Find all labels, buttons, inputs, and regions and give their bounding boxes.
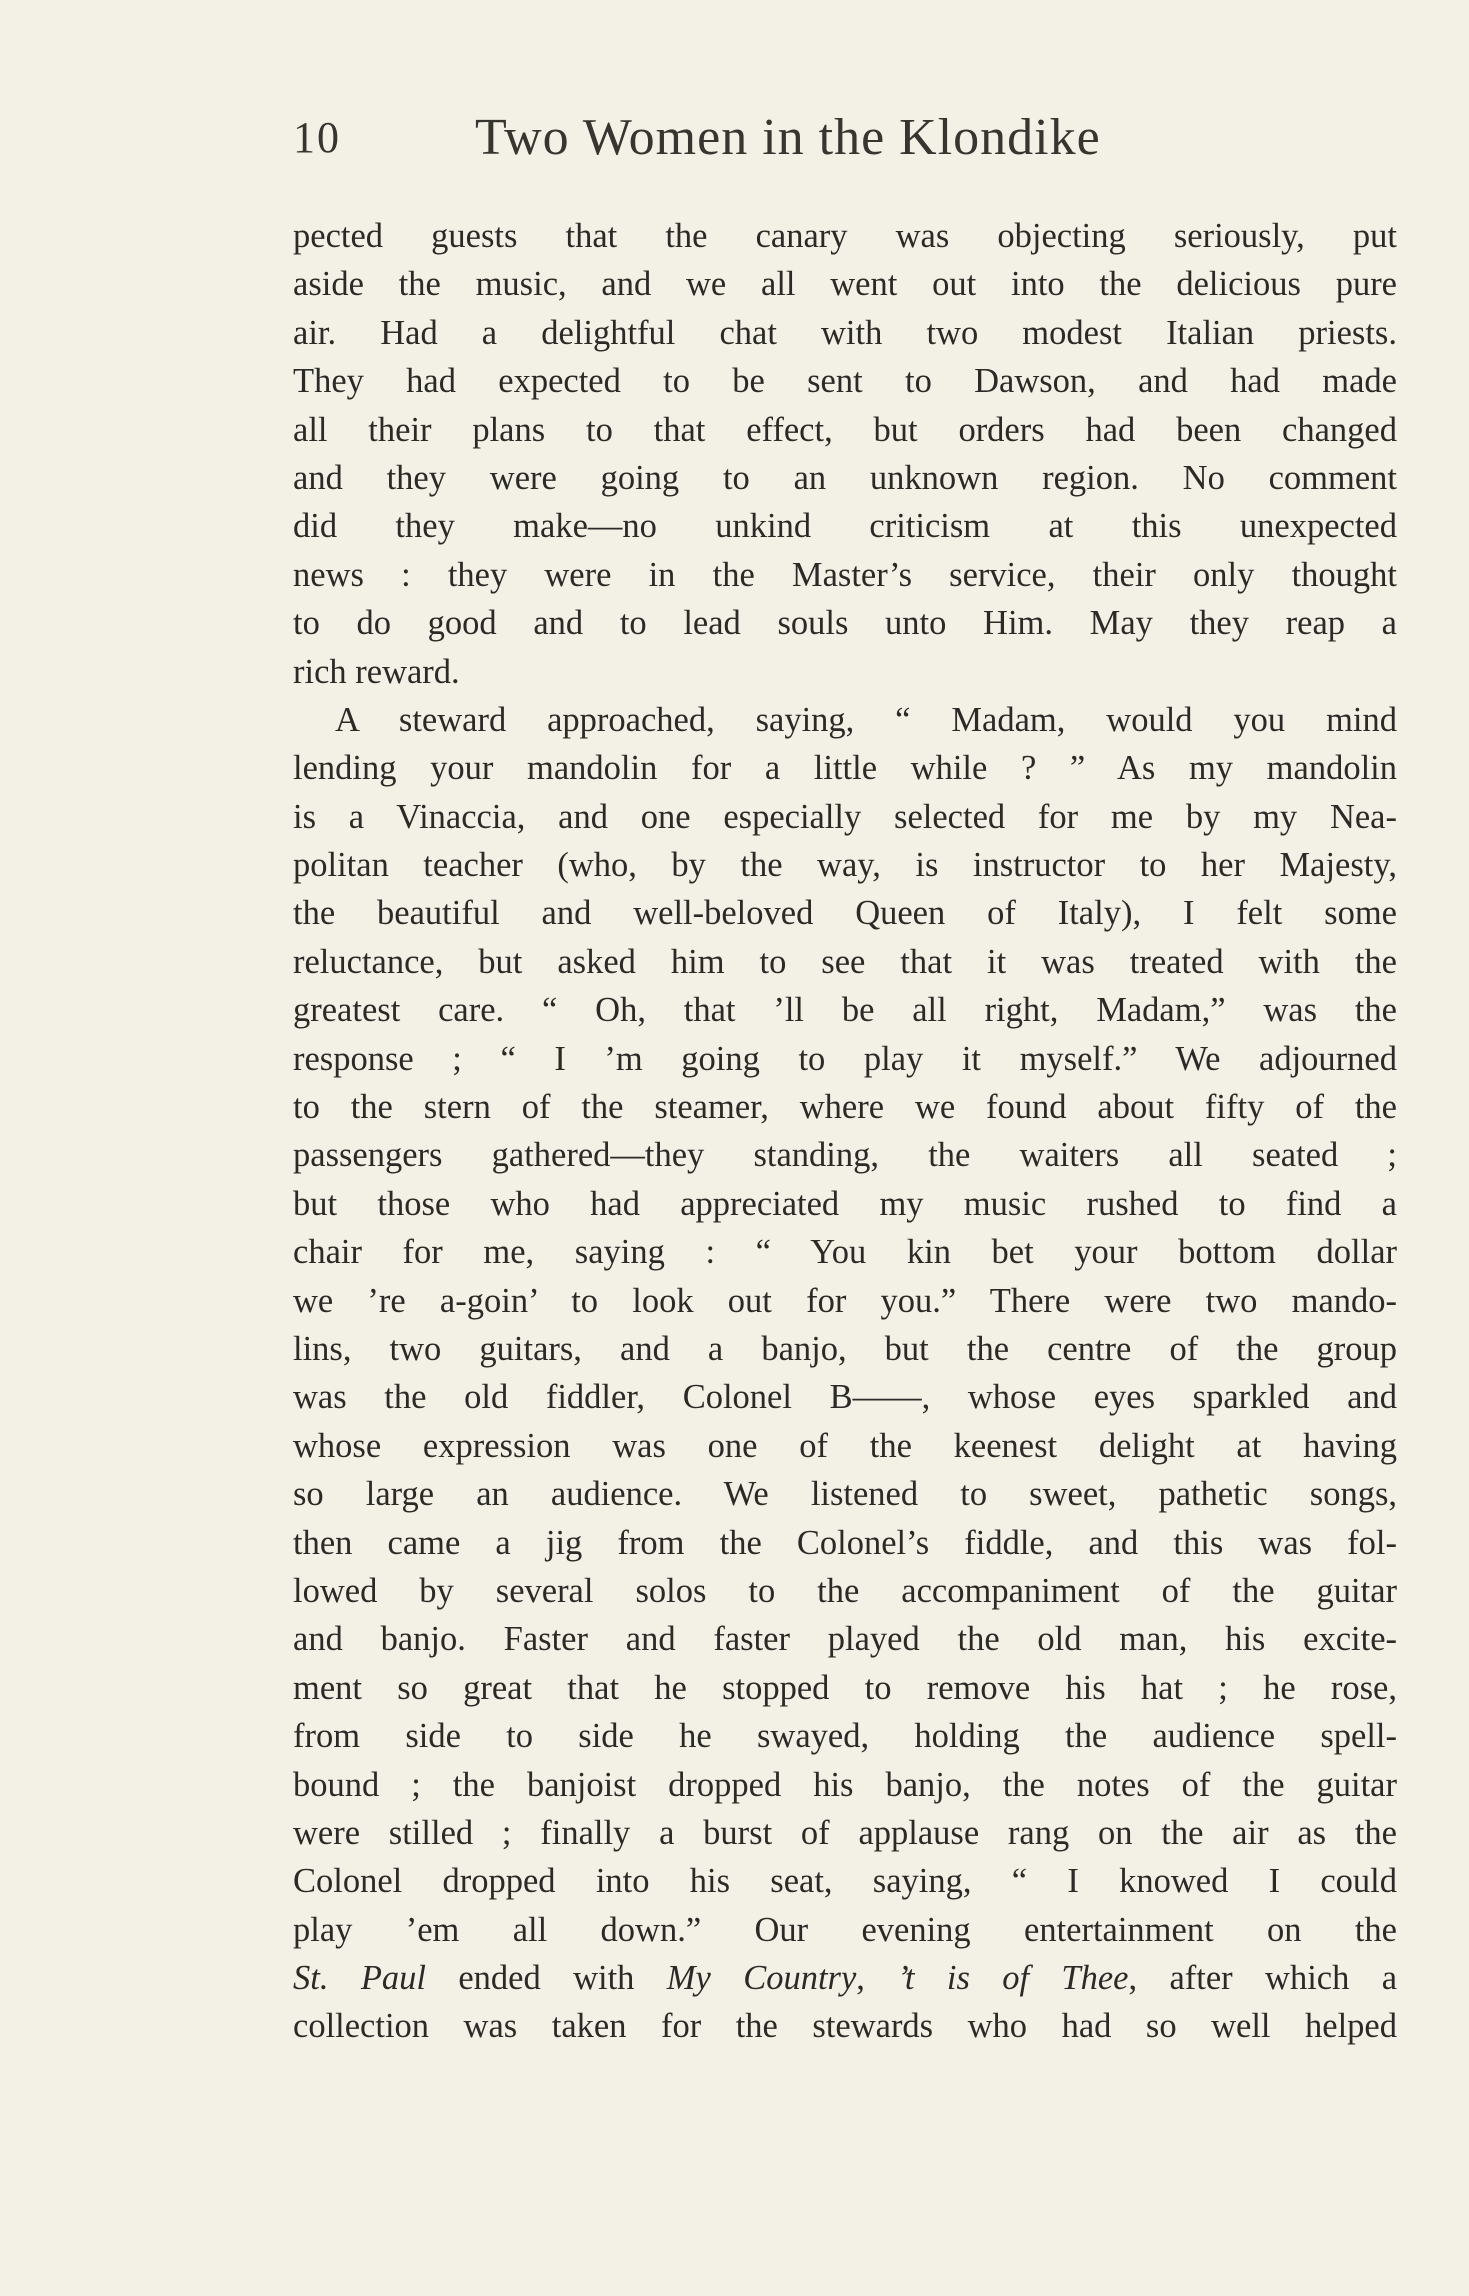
text-line: reluctance, but asked him to see that it was treated with the xyxy=(293,942,1397,981)
text-line: play ’em all down.” Our evening entertainment on the xyxy=(293,1910,1397,1949)
body-text xyxy=(293,212,1397,2051)
text-line: ment so great that he stopped to remove his hat ; he rose, xyxy=(293,1668,1397,1707)
roman-text: ended with xyxy=(458,1959,635,1998)
running-head xyxy=(293,108,1397,180)
text-line: rich reward. xyxy=(293,652,460,691)
text-line: air. Had a delightful chat with two modest Italian priests. xyxy=(293,313,1397,352)
text-line: lowed by several solos to the accompaniment of the guitar xyxy=(293,1571,1397,1610)
text-line: They had expected to be sent to Dawson, and had made xyxy=(293,362,1397,401)
italic-title-tis-of-thee: ’t is of Thee xyxy=(897,1959,1129,1998)
book-page xyxy=(293,108,1397,2051)
italic-title-st-paul: St. Paul xyxy=(293,1959,426,1998)
text-line: is a Vinaccia, and one especially selected for me by my Nea- xyxy=(293,797,1397,836)
roman-text: , after which a xyxy=(1128,1959,1397,1998)
text-line: to do good and to lead souls unto Him. May they reap a xyxy=(293,604,1397,643)
text-line-with-italics xyxy=(293,1954,1397,2002)
running-title: Two Women in the Klondike xyxy=(475,109,1101,166)
text-line: collection was taken for the stewards who had so well helped xyxy=(293,2007,1397,2046)
text-line: to the stern of the steamer, where we found about fifty of the xyxy=(293,1088,1397,1127)
text-line: were stilled ; finally a burst of applause rang on the air as the xyxy=(293,1813,1397,1852)
text-line: and they were going to an unknown region. No comment xyxy=(293,458,1397,497)
text-line: Colonel dropped into his seat, saying, “ I knowed I could xyxy=(293,1862,1397,1901)
text-line: was the old fiddler, Colonel B——, whose eyes sparkled and xyxy=(293,1378,1397,1417)
text-line: A steward approached, saying, “ Madam, would you mind xyxy=(335,700,1397,739)
text-line: chair for me, saying : “ You kin bet your bottom dollar xyxy=(293,1233,1397,1272)
text-line: aside the music, and we all went out into the delicious pure xyxy=(293,265,1397,304)
text-line: then came a jig from the Colonel’s fiddle, and this was fol- xyxy=(293,1523,1397,1562)
italic-title-my-country: My Country xyxy=(666,1959,857,1998)
text-line: greatest care. “ Oh, that ’ll be all right, Madam,” was the xyxy=(293,991,1397,1030)
text-line: news : they were in the Master’s service, their only thought xyxy=(293,555,1397,594)
text-line: lending your mandolin for a little while ? ” As my mandolin xyxy=(293,749,1397,788)
text-line: so large an audience. We listened to sweet, pathetic songs, xyxy=(293,1475,1397,1514)
text-line: whose expression was one of the keenest delight at having xyxy=(293,1426,1397,1465)
text-line: and banjo. Faster and faster played the old man, his excite- xyxy=(293,1620,1397,1659)
text-line: pected guests that the canary was objecting seriously, put xyxy=(293,217,1397,255)
text-line: passengers gathered—they standing, the waiters all seated ; xyxy=(293,1136,1397,1175)
roman-text: , xyxy=(856,1959,865,1998)
text-line: we ’re a-goin’ to look out for you.” There were two mando- xyxy=(293,1281,1397,1320)
page-number: 10 xyxy=(293,113,341,162)
text-line: did they make—no unkind criticism at this unexpected xyxy=(293,507,1397,546)
text-line: response ; “ I ’m going to play it myself.” We adjourned xyxy=(293,1039,1397,1078)
text-line: from side to side he swayed, holding the audience spell- xyxy=(293,1717,1397,1756)
text-line: but those who had appreciated my music rushed to find a xyxy=(293,1184,1397,1223)
text-line: lins, two guitars, and a banjo, but the centre of the group xyxy=(293,1329,1397,1368)
text-line: all their plans to that effect, but orders had been changed xyxy=(293,410,1397,449)
text-line: politan teacher (who, by the way, is instructor to her Majesty, xyxy=(293,846,1397,885)
text-line: bound ; the banjoist dropped his banjo, the notes of the guitar xyxy=(293,1765,1397,1804)
text-line: the beautiful and well-beloved Queen of Italy), I felt some xyxy=(293,894,1397,933)
